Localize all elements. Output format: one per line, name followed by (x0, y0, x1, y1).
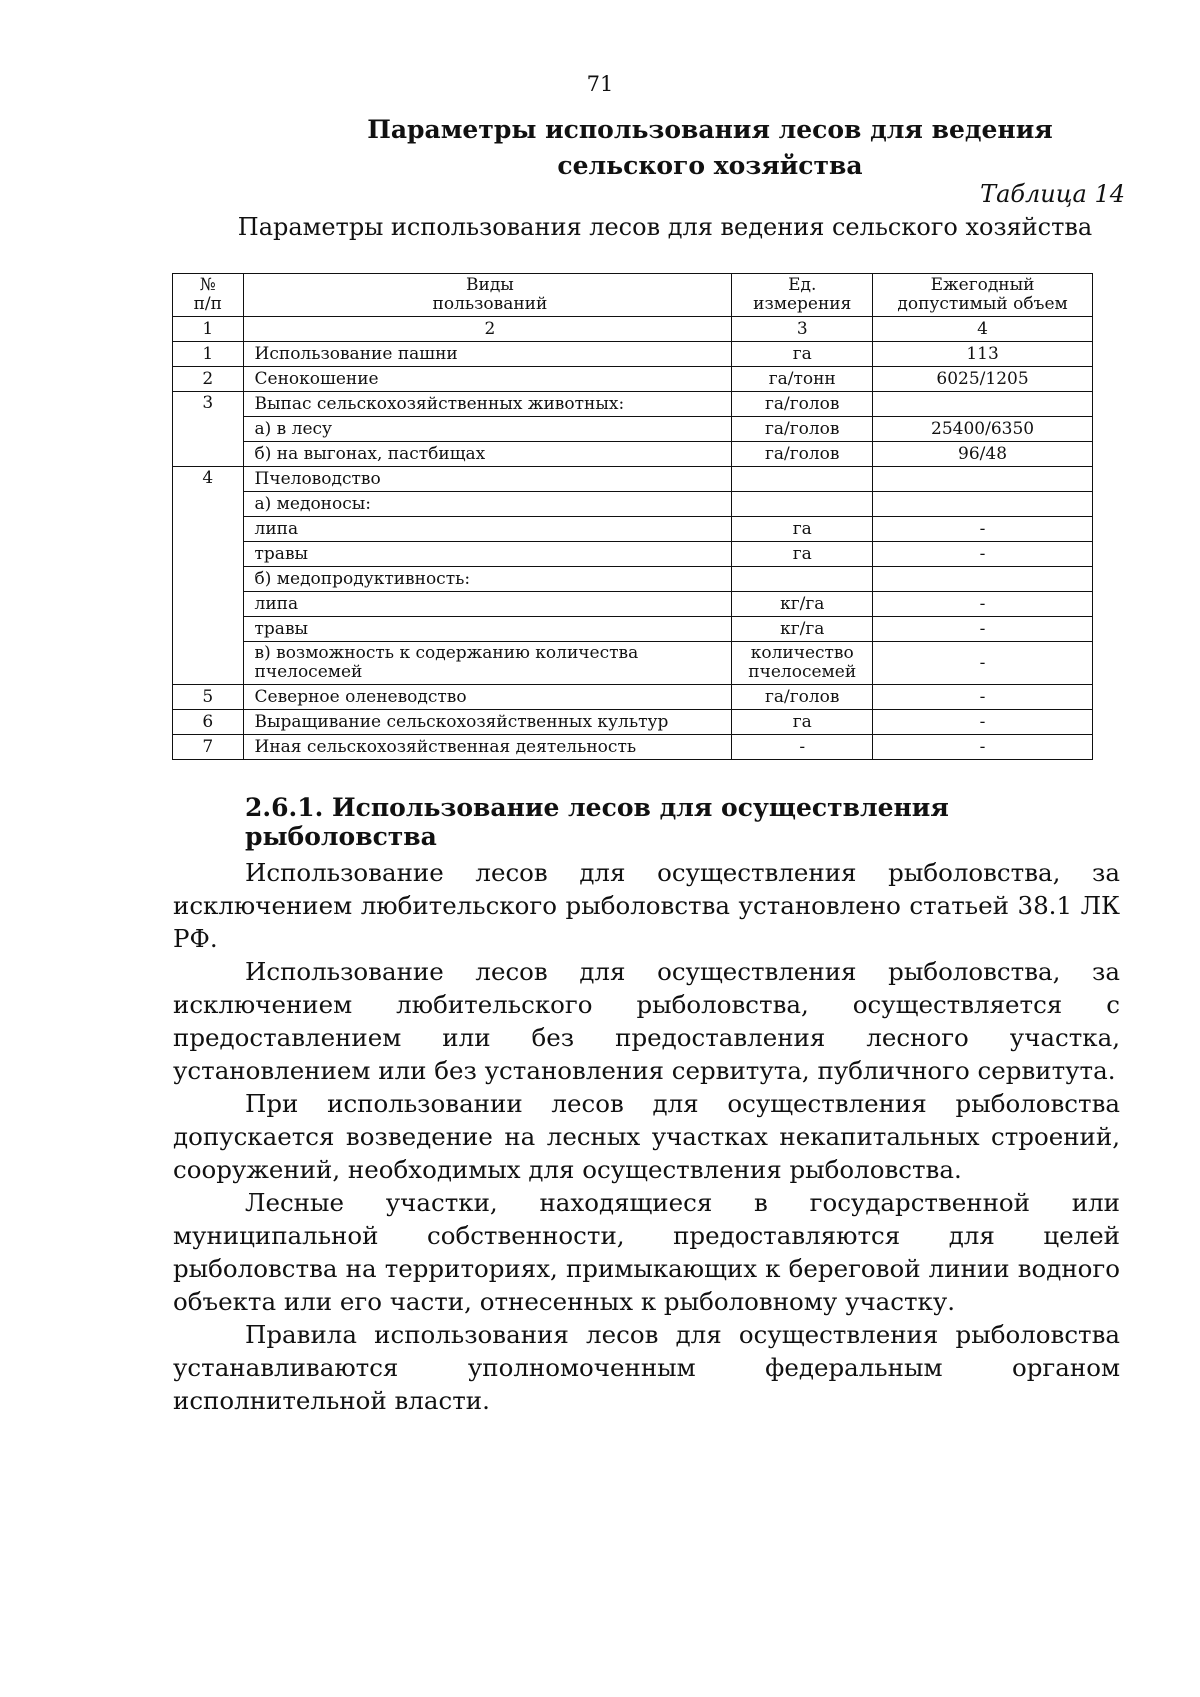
row-number: 4 (173, 467, 244, 685)
header-annual-volume (873, 274, 1093, 317)
volume-cell: 6025/1205 (873, 367, 1093, 392)
usage-type-cell: б) медопродуктивность: (243, 567, 732, 592)
column-number-row (173, 317, 1093, 342)
table-row (173, 567, 1093, 592)
table-row (173, 617, 1093, 642)
volume-cell: - (873, 542, 1093, 567)
table-row (173, 392, 1093, 417)
table-row (173, 492, 1093, 517)
table-row (173, 442, 1093, 467)
unit-cell: кг/га (732, 592, 873, 617)
usage-type-cell: липа (243, 517, 732, 542)
unit-cell (732, 567, 873, 592)
unit-cell: га (732, 517, 873, 542)
table-title: Параметры использования лесов для ведения сельского хозяйства (237, 213, 1093, 241)
volume-cell: - (873, 517, 1093, 542)
unit-cell: кг/га (732, 617, 873, 642)
volume-cell: - (873, 735, 1093, 760)
unit-cell (732, 492, 873, 517)
row-number: 1 (173, 342, 244, 367)
paragraph: Лесные участки, находящиеся в государственной или муниципальной собственности, предоставляются для целей рыболовства на территориях, примыкающих к береговой линии водного объекта или его части, отнесенных к рыболовному участку. (173, 1188, 1120, 1316)
table-row (173, 367, 1093, 392)
usage-type-cell: Иная сельскохозяйственная деятельность (243, 735, 732, 760)
table-label: Таблица 14 (980, 180, 1125, 208)
table-row (173, 592, 1093, 617)
usage-type-cell: травы (243, 617, 732, 642)
volume-cell: - (873, 642, 1093, 685)
header-annual-volume-line-1: Ежегодный (930, 275, 1035, 295)
body-text (173, 856, 1120, 1417)
paragraph: Использование лесов для осуществления рыболовства, за исключением любительского рыболовства, осуществляется с предоставлением или без предоставления лесного участка, установлением или без установления сервитута, публичного сервитута. (173, 957, 1120, 1085)
header-usage-type-line-2: пользований (432, 294, 548, 314)
usage-type-cell: Использование пашни (243, 342, 732, 367)
unit-cell: га/тонн (732, 367, 873, 392)
volume-cell (873, 392, 1093, 417)
header-number-line-1: № (199, 275, 216, 295)
header-number (173, 274, 244, 317)
usage-type-cell: в) возможность к содержанию количества пчелосемей (243, 642, 732, 685)
usage-type-cell: Северное оленеводство (243, 685, 732, 710)
usage-type-cell: а) медоносы: (243, 492, 732, 517)
unit-cell: га/голов (732, 685, 873, 710)
row-number: 6 (173, 710, 244, 735)
table-row (173, 642, 1093, 685)
volume-cell: 25400/6350 (873, 417, 1093, 442)
volume-cell: - (873, 592, 1093, 617)
unit-cell: га (732, 342, 873, 367)
page-number: 71 (586, 72, 614, 96)
column-number: 2 (243, 317, 732, 342)
header-unit-line-2: измерения (753, 294, 852, 314)
unit-cell: га (732, 542, 873, 567)
usage-type-cell: липа (243, 592, 732, 617)
row-number: 3 (173, 392, 244, 467)
unit-cell: га/голов (732, 442, 873, 467)
usage-type-cell: Пчеловодство (243, 467, 732, 492)
row-number: 5 (173, 685, 244, 710)
paragraph: При использовании лесов для осуществления рыболовства допускается возведение на лесных участках некапитальных строений, сооружений, необходимых для осуществления рыболовства. (173, 1089, 1120, 1184)
volume-cell: 96/48 (873, 442, 1093, 467)
volume-cell (873, 567, 1093, 592)
unit-cell (732, 642, 873, 685)
row-number: 7 (173, 735, 244, 760)
table-header-row (173, 274, 1093, 317)
paragraph: Правила использования лесов для осуществления рыболовства устанавливаются уполномоченным федеральным органом исполнительной власти. (173, 1320, 1120, 1415)
column-number: 4 (873, 317, 1093, 342)
unit-cell (732, 467, 873, 492)
table-row (173, 710, 1093, 735)
volume-cell (873, 467, 1093, 492)
parameters-table (172, 273, 1093, 760)
table-row (173, 342, 1093, 367)
volume-cell: - (873, 617, 1093, 642)
volume-cell: - (873, 710, 1093, 735)
header-usage-type (243, 274, 732, 317)
usage-type-cell: а) в лесу (243, 417, 732, 442)
usage-type-cell: травы (243, 542, 732, 567)
volume-cell: - (873, 685, 1093, 710)
unit-cell: га/голов (732, 417, 873, 442)
paragraph: Использование лесов для осуществления рыболовства, за исключением любительского рыболовства установлено статьей 38.1 ЛК РФ. (173, 858, 1120, 953)
section-heading: Параметры использования лесов для ведения сельского хозяйства (367, 115, 1053, 180)
table-row (173, 735, 1093, 760)
unit-cell: га/голов (732, 392, 873, 417)
row-number: 2 (173, 367, 244, 392)
unit-cell: - (732, 735, 873, 760)
usage-type-cell: Сенокошение (243, 367, 732, 392)
table-row (173, 542, 1093, 567)
header-unit-line-1: Ед. (788, 275, 817, 295)
unit-cell-line-1: количество (750, 643, 854, 663)
usage-type-cell: б) на выгонах, пастбищах (243, 442, 732, 467)
table-row (173, 417, 1093, 442)
header-number-line-2: п/п (193, 294, 222, 314)
column-number: 3 (732, 317, 873, 342)
header-usage-type-line-1: Виды (466, 275, 514, 295)
column-number: 1 (173, 317, 244, 342)
table-row (173, 517, 1093, 542)
unit-cell: га (732, 710, 873, 735)
table-row (173, 467, 1093, 492)
header-unit (732, 274, 873, 317)
table-row (173, 685, 1093, 710)
volume-cell: 113 (873, 342, 1093, 367)
unit-cell-line-2: пчелосемей (748, 662, 857, 682)
header-annual-volume-line-2: допустимый объем (897, 294, 1068, 314)
usage-type-cell: Выпас сельскохозяйственных животных: (243, 392, 732, 417)
subsection-heading: 2.6.1. Использование лесов для осуществления рыболовства (245, 793, 949, 851)
volume-cell (873, 492, 1093, 517)
usage-type-cell: Выращивание сельскохозяйственных культур (243, 710, 732, 735)
